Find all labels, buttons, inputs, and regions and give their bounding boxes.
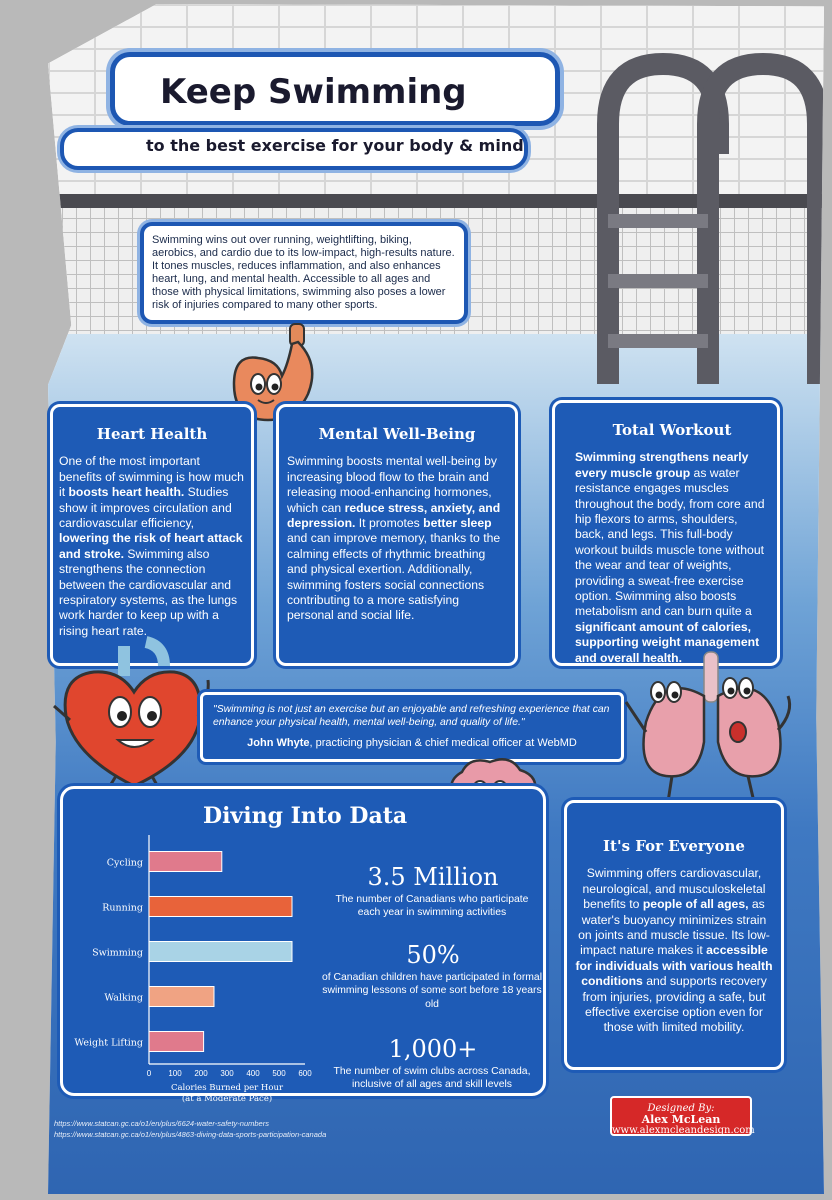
lungs-character-icon [622,652,802,812]
data-title: Diving Into Data [203,803,408,829]
mental-well-being-title: Mental Well-Being [318,425,476,443]
heart-health-text-1: One of the most important benefits of swimming is how much it [59,454,244,500]
chart-x-tick-label: 300 [220,1069,234,1078]
chart-x-axis-sublabel: (at a Moderate Pace) [181,1094,273,1104]
heart-health-card [50,404,254,666]
stat-swimmers-value: 3.5 Million [367,863,499,891]
stat-swimmers-desc: The number of Canadians who participate each year in swimming activities [335,894,529,919]
chart-x-tick-label: 200 [194,1069,208,1078]
chart-category-label: Running [102,902,143,914]
chart-x-tick-label: 600 [298,1069,312,1078]
for-everyone-title: It's For Everyone [603,837,745,855]
chart-x-tick-label: 500 [272,1069,286,1078]
total-bold-1: Swimming strengthens nearly every muscle group [575,450,749,480]
mental-text-1: Swimming boosts mental well-being by increasing blood flow to the brain and releasing mood-enhancing hormones, which can [287,454,497,515]
stat-clubs-value: 1,000+ [388,1035,478,1063]
chart-x-tick-label: 400 [246,1069,260,1078]
stat-children-desc: of Canadian children have participated in formal swimming lessons of some sort before 18 years old [321,972,543,1010]
chart-category-label: Cycling [106,857,143,869]
intro-box [140,222,468,324]
source-link-1[interactable]: https://www.statcan.gc.ca/o1/en/plus/6624-water-safety-numbers [54,1119,269,1128]
heart-health-text-2: Studies show it improves circulation and cardiovascular efficiency, [59,485,232,531]
chart-x-axis-label: Calories Burned per Hour [170,1083,284,1093]
credit-label: Designed By: [647,1103,715,1114]
calories-bar-chart [63,829,313,1104]
stat-children-value: 50% [406,941,460,969]
credit-website[interactable]: www.alexmcleandesign.com [612,1125,755,1136]
chart-bar-weight-lifting [149,1032,204,1052]
total-text-1: as water resistance engages muscles throughout the body, from core and hip flexors to arms, shoulders, back, and legs. This full-body workout builds muscle tone without the wear and tear of weights, providing a sweat-free exercise option. Swimming also boosts metabolism and can burn quite a [575,465,765,619]
mental-text-3: and can improve memory, thanks to the calming effects of rhythmic breathing and physical exertion. Additionally, swimming fosters social connections contributing to a more satisfying personal and social life. [287,531,501,623]
data-panel [60,786,546,1104]
heart-health-text-3: Swimming also strengthens the connection between the cardiovascular and respiratory systems, as the lungs work harder to keep up with a rising heart rate. [59,546,238,638]
mental-bold-2: better sleep [423,516,492,531]
sources [54,1118,326,1140]
page-title: Keep Swimming [160,72,467,112]
for-everyone-card [564,800,784,1070]
quote-text: "Swimming is not just an exercise but an enjoyable and refreshing experience that can enhance your physical health, mental well-being, and quality of life." [213,704,610,728]
pool-ladder-icon [568,44,824,384]
quote-attribution [213,737,611,750]
heart-health-bold-2: lowering the risk of heart attack and stroke. [59,531,243,561]
chart-bar-running [149,897,292,917]
everyone-bold-1: people of all ages, [642,897,749,912]
heart-health-bold-1: boosts heart health. [68,485,185,500]
quote-author: John Whyte [247,737,310,749]
total-workout-card [552,400,780,666]
credit-name: Alex McLean [641,1113,721,1126]
total-workout-title: Total Workout [612,421,732,439]
everyone-text-2: as water's buoyancy minimizes strain on joints and muscle tissue. Its low-impact nature makes it [578,897,770,958]
everyone-bold-2: accessible for individuals with various health conditions [575,943,773,989]
chart-bar-swimming [149,942,292,962]
page-subtitle: to the best exercise for your body & mind [146,136,524,155]
quote-author-role: , practicing physician & chief medical officer at WebMD [309,737,577,749]
chart-x-tick-label: 100 [168,1069,182,1078]
mental-bold-1: reduce stress, anxiety, and depression. [287,500,501,531]
everyone-text-3: and supports recovery from injuries, providing a safe, but effective exercise option even for those with limited mobility. [582,974,767,1035]
source-link-2[interactable]: https://www.statcan.gc.ca/o1/en/plus/4863-diving-data-sports-participation-canada [54,1130,327,1139]
total-bold-2: significant amount of calories, supporting weight management and overall health. [575,619,760,665]
chart-category-label: Swimming [92,947,143,959]
chart-category-label: Weight Lifting [74,1037,143,1049]
stat-clubs-desc: The number of swim clubs across Canada, inclusive of all ages and skill levels [333,1066,531,1091]
chart-bar-cycling [149,852,222,872]
quote-box [200,692,624,762]
chart-category-label: Walking [104,992,143,1004]
heart-character-icon [54,636,214,806]
chart-bar-walking [149,987,214,1007]
mental-well-being-card [276,404,518,666]
heart-health-title: Heart Health [96,425,208,443]
everyone-text-1: Swimming offers cardiovascular, neurological, and musculoskeletal benefits to [582,866,766,912]
mental-text-2: It promotes [355,516,424,531]
intro-text: Swimming wins out over running, weightlifting, biking, aerobics, and cardio due to its low-impact, high-results nature. It tones muscles, reduces inflammation, and also enhances heart, lung, and mental health. Accessible to all ages and those with physical limitations, swimming also poses a lower risk of injuries compared to many other sports. [152,234,455,311]
designer-credit [610,1096,755,1136]
chart-x-tick-label: 0 [146,1069,152,1078]
